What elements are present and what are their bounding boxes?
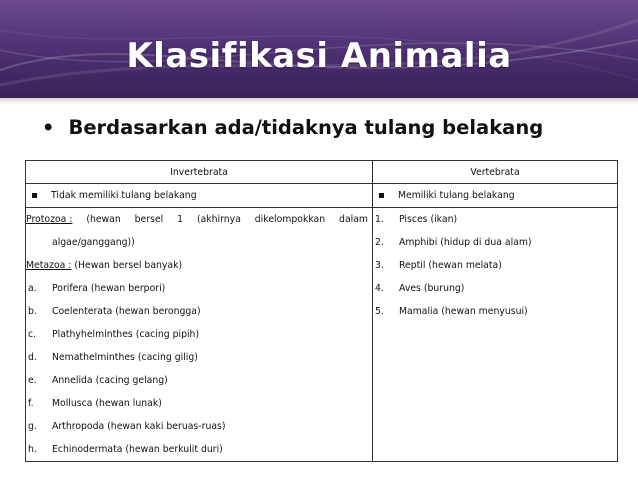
protozoa-word: (hewan — [86, 214, 121, 225]
list-row — [26, 208, 618, 462]
item-number: 2. — [375, 237, 384, 248]
inv-list-cell — [26, 208, 373, 462]
item-letter: a. — [28, 283, 37, 294]
banner-shadow — [0, 98, 638, 104]
item-letter: h. — [28, 444, 37, 455]
item-text: Mamalia (hewan menyusui) — [399, 306, 528, 317]
item-text: Aves (burung) — [399, 283, 465, 294]
intro-row — [26, 184, 618, 208]
list-item — [373, 254, 617, 277]
item-text: Amphibi (hidup di dua alam) — [399, 237, 532, 248]
vert-list-cell — [373, 208, 618, 462]
list-item — [26, 415, 372, 438]
page-title: Klasifikasi Animalia — [126, 36, 512, 76]
item-text: Echinodermata (hewan berkulit duri) — [52, 444, 223, 455]
inv-intro-cell — [26, 184, 373, 208]
item-text: Reptil (hewan melata) — [399, 260, 502, 271]
vert-intro-cell — [373, 184, 618, 208]
table-header-row — [26, 161, 618, 184]
inv-intro-text: Tidak memiliki tulang belakang — [51, 190, 197, 201]
protozoa-word: dikelompokkan — [254, 214, 326, 225]
item-text: Arthropoda (hewan kaki beruas-ruas) — [52, 421, 226, 432]
title-banner — [0, 0, 638, 98]
list-item — [373, 300, 617, 323]
item-text: Mollusca (hewan lunak) — [52, 398, 162, 409]
item-text: Annelida (cacing gelang) — [52, 375, 168, 386]
header-invertebrata: Invertebrata — [26, 161, 373, 184]
square-bullet-icon — [32, 193, 37, 198]
item-letter: g. — [28, 421, 37, 432]
item-text: Pisces (ikan) — [399, 214, 458, 225]
item-number: 5. — [375, 306, 384, 317]
protozoa-continuation: algae/ganggang)) — [52, 237, 135, 248]
metazoa-label: Metazoa : — [26, 260, 72, 271]
header-vertebrata: Vertebrata — [373, 161, 618, 184]
list-item — [26, 438, 372, 461]
metazoa-line — [26, 254, 372, 277]
protozoa-word: (akhirnya — [196, 214, 241, 225]
list-item — [26, 323, 372, 346]
item-number: 1. — [375, 214, 384, 225]
classification-table — [25, 160, 618, 462]
item-text: Nemathelminthes (cacing gilig) — [52, 352, 198, 363]
list-item — [373, 231, 617, 254]
list-item — [26, 346, 372, 369]
item-number: 3. — [375, 260, 384, 271]
protozoa-word: 1 — [177, 214, 184, 225]
item-number: 4. — [375, 283, 384, 294]
list-item — [373, 208, 617, 231]
protozoa-label: Protozoa : — [26, 214, 73, 225]
bullet-text: Berdasarkan ada/tidaknya tulang belakang — [68, 116, 544, 139]
item-letter: e. — [28, 375, 37, 386]
list-item — [373, 277, 617, 300]
list-item — [26, 392, 372, 415]
item-text: Porifera (hewan berpori) — [52, 283, 166, 294]
item-letter: b. — [28, 306, 37, 317]
protozoa-line — [26, 208, 372, 231]
list-item — [26, 300, 372, 323]
bullet-dot-icon: • — [42, 116, 55, 139]
item-text: Plathyhelminthes (cacing pipih) — [52, 329, 200, 340]
bullet-point — [42, 116, 543, 139]
list-item — [26, 369, 372, 392]
list-item — [26, 277, 372, 300]
item-letter: f. — [28, 398, 34, 409]
item-letter: d. — [28, 352, 37, 363]
square-bullet-icon — [379, 193, 384, 198]
protozoa-word: bersel — [134, 214, 164, 225]
item-letter: c. — [28, 329, 37, 340]
metazoa-text: (Hewan bersel banyak) — [74, 260, 183, 271]
protozoa-word: dalam — [339, 214, 368, 225]
vert-intro-text: Memiliki tulang belakang — [398, 190, 515, 201]
item-text: Coelenterata (hewan berongga) — [52, 306, 201, 317]
